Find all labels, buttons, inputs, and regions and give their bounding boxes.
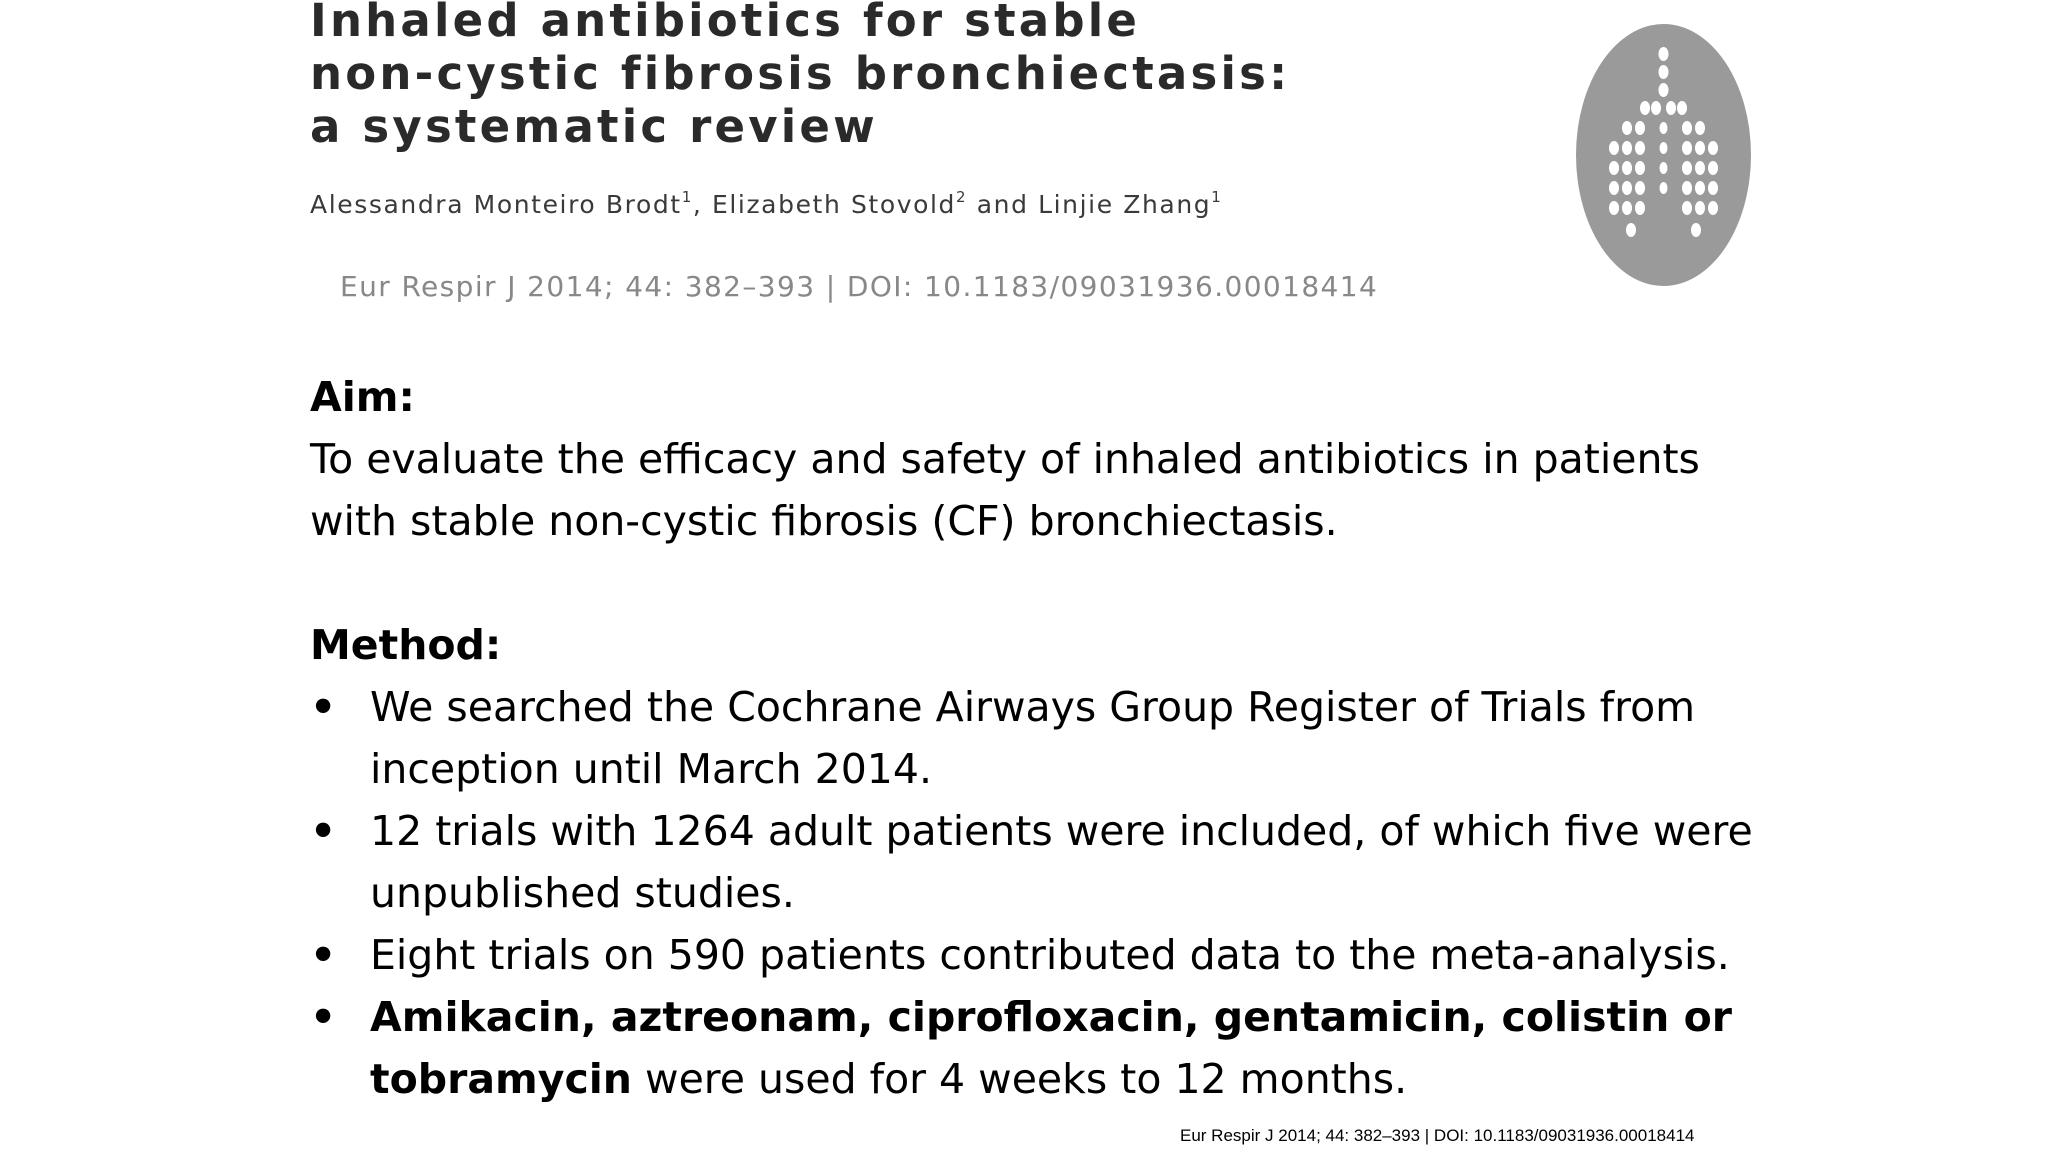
slide-body: [310, 366, 1770, 1110]
logo-dot: [1708, 201, 1718, 215]
logo-dot: [1660, 142, 1668, 154]
logo-dot: [1691, 223, 1701, 237]
logo-dot: [1695, 161, 1705, 175]
author-affiliation: 2: [956, 188, 968, 206]
logo-dot: [1609, 201, 1619, 215]
article-header: [0, 0, 2048, 330]
logo-dot: [1609, 181, 1619, 195]
aim-heading: Aim:: [310, 373, 415, 421]
logo-dot: [1682, 201, 1692, 215]
bullet-text: Eight trials on 590 patients contributed data to the meta-analysis.: [370, 931, 1730, 979]
logo-dot: [1635, 201, 1645, 215]
author-name: Elizabeth Stovold: [711, 190, 957, 219]
logo-dot: [1695, 181, 1705, 195]
bullet-icon: •: [310, 993, 337, 1041]
logo-dot: [1622, 141, 1632, 155]
antibiotic-list: Amikacin, aztreonam, ciprofloxacin, gentamicin, colistin or tobramycin: [370, 993, 1733, 1103]
method-bullet-item: [310, 986, 1770, 1110]
logo-dot: [1666, 101, 1676, 115]
logo-dot: [1626, 223, 1636, 237]
logo-dot: [1622, 121, 1632, 135]
logo-dot: [1635, 121, 1645, 135]
bullet-text: 12 trials with 1264 adult patients were included, of which five were unpublished studies.: [370, 807, 1753, 917]
footer-citation: Eur Respir J 2014; 44: 382–393 | DOI: 10.1183/09031936.00018414: [1180, 1126, 1695, 1145]
logo-dot: [1682, 141, 1692, 155]
author-affiliation: 1: [1211, 188, 1223, 206]
logo-dot: [1682, 121, 1692, 135]
logo-dot: [1635, 181, 1645, 195]
logo-dot: [1659, 47, 1669, 61]
logo-dot: [1622, 181, 1632, 195]
bullet-text: were used for 4 weeks to 12 months.: [632, 1055, 1408, 1103]
aim-text: To evaluate the efficacy and safety of inhaled antibiotics in patients with stable non-cystic fibrosis (CF) bronchiectasis.: [310, 435, 1700, 545]
bullet-icon: •: [310, 683, 337, 731]
logo-dot: [1622, 201, 1632, 215]
logo-dot: [1609, 141, 1619, 155]
logo-dot: [1640, 101, 1650, 115]
method-bullet-item: [310, 800, 1770, 924]
logo-dot: [1708, 181, 1718, 195]
bullet-icon: •: [310, 807, 337, 855]
author-separator: ,: [692, 190, 712, 219]
logo-dot: [1708, 141, 1718, 155]
author-separator: and: [967, 190, 1039, 219]
article-title-line: non-cystic fibrosis bronchiectasis:: [310, 47, 1291, 100]
article-title-line: a systematic review: [310, 100, 878, 153]
logo-dot: [1635, 161, 1645, 175]
logo-dot: [1651, 101, 1661, 115]
bullet-icon: •: [310, 931, 337, 979]
logo-dot: [1635, 141, 1645, 155]
logo-dot: [1682, 181, 1692, 195]
ers-journal-logo-icon: [1576, 24, 1751, 286]
logo-dot: [1659, 83, 1669, 97]
logo-dot: [1695, 201, 1705, 215]
logo-dot: [1660, 162, 1668, 174]
method-heading: Method:: [310, 621, 502, 669]
logo-dot: [1677, 101, 1687, 115]
logo-dot: [1660, 182, 1668, 194]
logo-dot: [1708, 161, 1718, 175]
method-bullet-item: [310, 924, 1770, 986]
author-affiliation: 1: [681, 188, 693, 206]
author-name: Alessandra Monteiro Brodt: [310, 190, 682, 219]
logo-dot: [1660, 122, 1668, 134]
article-title-line: Inhaled antibiotics for stable: [310, 0, 1141, 47]
logo-dot: [1659, 65, 1669, 79]
logo-dot: [1682, 161, 1692, 175]
method-bullet-list: [310, 676, 1770, 1110]
logo-dot: [1695, 121, 1705, 135]
method-bullet-item: [310, 676, 1770, 800]
article-authors: [310, 190, 1222, 219]
logo-dot: [1609, 161, 1619, 175]
section-spacer: [310, 552, 1770, 614]
article-citation: Eur Respir J 2014; 44: 382–393 | DOI: 10.1183/09031936.00018414: [340, 270, 1379, 303]
logo-dot: [1695, 141, 1705, 155]
article-title: [310, 0, 1550, 153]
logo-dot: [1622, 161, 1632, 175]
bullet-text: We searched the Cochrane Airways Group Register of Trials from inception until March 2014.: [370, 683, 1696, 793]
author-name: Linjie Zhang: [1038, 190, 1212, 219]
